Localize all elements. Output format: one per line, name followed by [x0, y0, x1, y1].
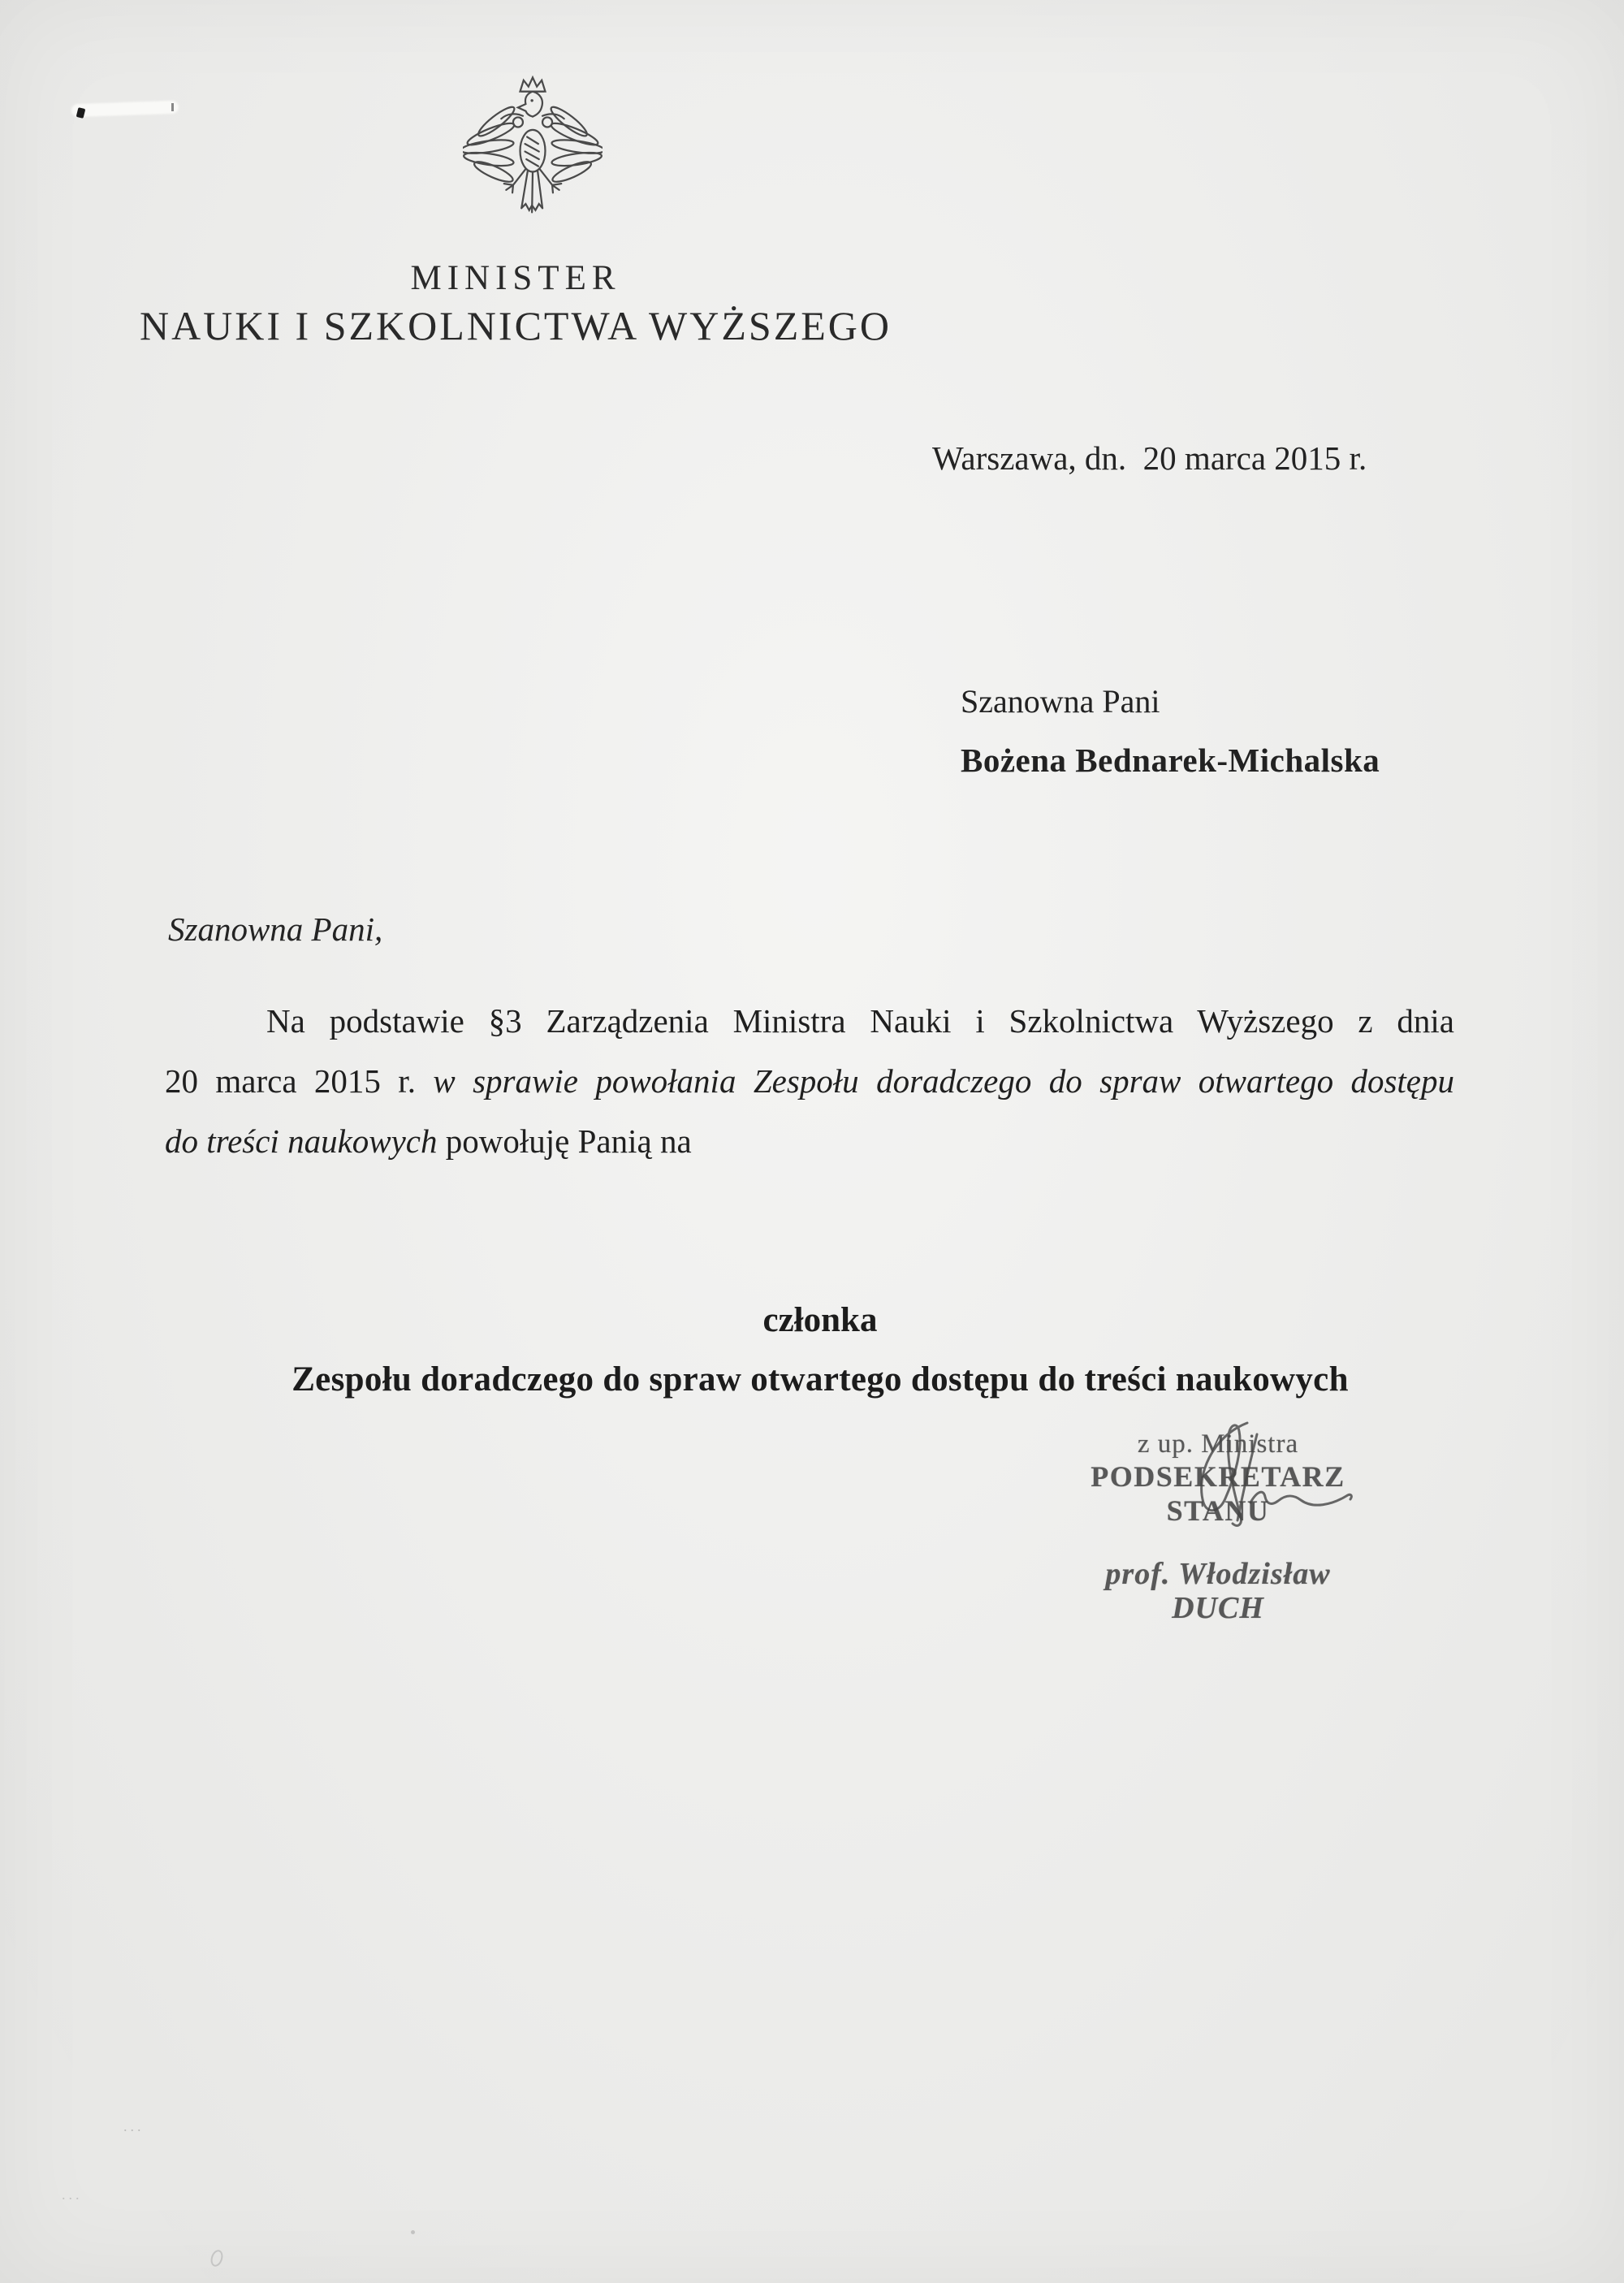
addressee-salutation: Szanowna Pani	[961, 683, 1160, 720]
appointment-block	[166, 1291, 1474, 1410]
signature-name: prof. Włodzisław DUCH	[1105, 1557, 1331, 1625]
scan-dots-artifact: ...	[123, 2118, 145, 2134]
body-line-3	[165, 1111, 1454, 1171]
addressee-name: Bożena Bednarek-Michalska	[961, 742, 1380, 779]
greeting: Szanowna Pani,	[168, 910, 383, 948]
body-line3-normal: powołuję Panią na	[437, 1122, 692, 1160]
scan-speck-artifact	[171, 103, 174, 111]
appointment-role: członka	[762, 1301, 878, 1339]
dateline: Warszawa, dn. 20 marca 2015 r.	[932, 439, 1367, 477]
body-paragraph	[165, 991, 1454, 1171]
scan-mark-artifact	[209, 2248, 225, 2268]
polish-eagle-emblem-icon	[463, 71, 603, 227]
handwritten-signature-icon	[1127, 1413, 1395, 1551]
scan-speck-artifact	[76, 107, 86, 119]
letterhead-title-line1: MINISTER	[410, 259, 621, 297]
body-line1-text: Na podstawie §3 Zarządzenia Ministra Nauki i Szkolnictwa Wyższego z dnia	[266, 1002, 1454, 1040]
signature-position: PODSEKRETARZ STANU	[1091, 1460, 1345, 1527]
addressee-block	[961, 672, 1380, 789]
body-line2-normal: 20 marca 2015 r.	[165, 1062, 434, 1100]
body-line2-italic: w sprawie powołania Zespołu doradczego do spraw otwartego dostępu	[433, 1062, 1455, 1100]
body-line-1	[165, 991, 1454, 1051]
appointment-team: Zespołu doradczego do spraw otwartego dostępu do treści naukowych	[292, 1360, 1349, 1399]
scan-dots-artifact: ...	[62, 2186, 83, 2203]
body-line-2	[165, 1051, 1454, 1111]
body-line3-italic: do treści naukowych	[165, 1122, 438, 1160]
scan-smudge-artifact	[71, 101, 179, 118]
letterhead-title-line2: NAUKI I SZKOLNICTWA WYŻSZEGO	[139, 303, 892, 348]
signature-authorization: z up. Ministra	[1137, 1429, 1299, 1459]
letterhead	[110, 257, 922, 351]
scan-dot-artifact	[411, 2230, 415, 2234]
